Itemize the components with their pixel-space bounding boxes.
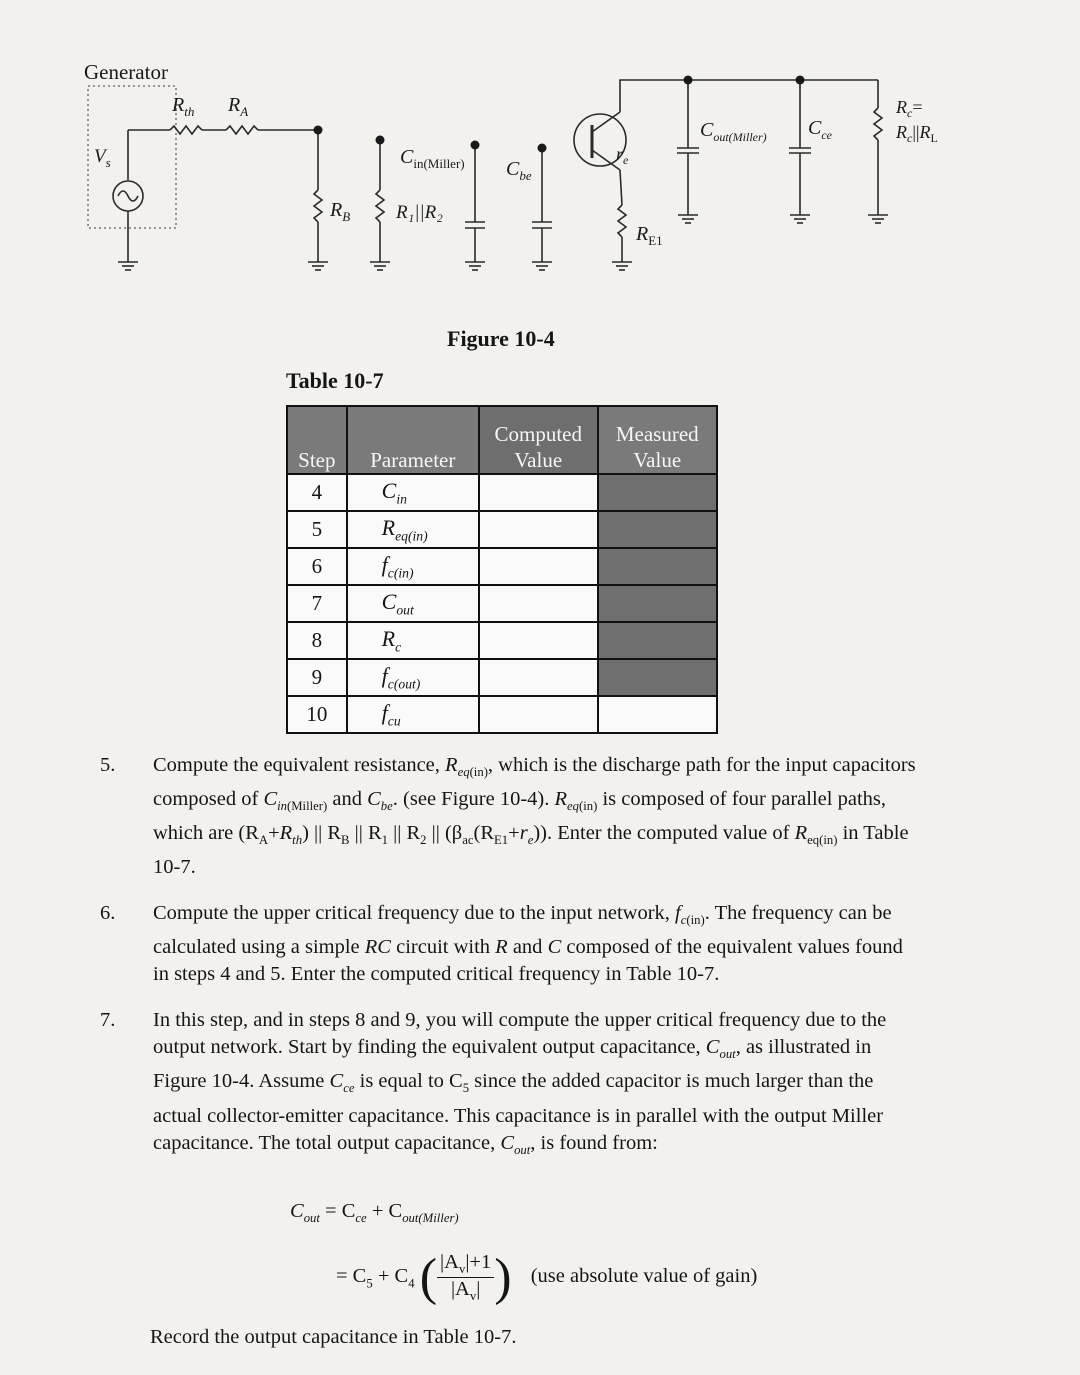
cce-label: C — [808, 117, 822, 139]
svg-text:Rth: $R_{th}$ — [172, 94, 195, 119]
table-row — [287, 548, 717, 585]
ground-icon — [465, 262, 485, 270]
step-7: 7. In this step, and in steps 8 and 9, you will compute the upper critical frequency due to the output network. Start by finding the equivalent output capacitance, $C_{out}$, as illustrated in Figure 10-4. Assume $C_{ce}$ is equal to $C_5$ since the added capacitor is much larger than the actual collector-emitter capacitance. This capacitance is in parallel with the output Miller capacitance. The total output capacitance, $C_{out}$, is found from: — [100, 1009, 887, 1157]
closing-text: Record the output capacitance in Table 10-7. — [150, 1326, 517, 1348]
node-dot — [796, 76, 805, 85]
header-measured: Measured Value — [598, 406, 717, 474]
cell-step: 6 — [287, 548, 347, 585]
cell-measured[interactable] — [598, 696, 717, 733]
gain-fraction: $\frac{|A_v|+1}{|A_v|}$ — [437, 1251, 494, 1304]
svg-text:Rc=: $R_c=$ — [896, 97, 923, 120]
header-computed: Computed Value — [479, 406, 598, 474]
rcrl-label: R — [896, 122, 907, 142]
equation-line-1: $C_{out} = C_{ce} + C_{out(Miller)}$ — [290, 1200, 459, 1226]
table-row — [287, 511, 717, 548]
cell-parameter: $R_c$ — [347, 622, 479, 659]
cell-measured — [598, 548, 717, 585]
cell-computed[interactable] — [479, 585, 598, 622]
node-dot — [314, 126, 323, 135]
resistor-rth — [170, 126, 202, 134]
resistor-rb — [314, 190, 322, 222]
cell-measured — [598, 622, 717, 659]
cell-parameter: $f_{cu}$ — [347, 696, 479, 733]
resistor-rc — [874, 108, 882, 140]
table-row — [287, 585, 717, 622]
ground-icon — [370, 262, 390, 270]
circuit-diagram — [0, 0, 1080, 300]
cell-step: 4 — [287, 474, 347, 511]
svg-text:Cbe: $C_{be}$ — [506, 158, 532, 183]
cell-step: 5 — [287, 511, 347, 548]
cbe-label: C — [506, 158, 520, 180]
resistor-re1 — [618, 205, 626, 237]
node-dot — [538, 144, 547, 153]
node-dot — [471, 141, 480, 150]
cell-measured — [598, 474, 717, 511]
procedure-steps — [100, 752, 920, 1164]
svg-text:RE1: $R_{E1}$ — [636, 223, 663, 248]
table-10-7 — [286, 405, 718, 734]
step-6: 6. Compute the upper critical frequency due to the input network, $f_{c(in)}$. The frequency can be calculated using a simple RC circuit with R and C composed of the equivalent values found in steps 4 and 5. Enter the computed critical frequency in Table 10-7. — [100, 902, 903, 986]
cell-computed[interactable] — [479, 548, 598, 585]
svg-text:Cin(Miller): $C_{in(Miller)}$ — [400, 146, 465, 171]
figure-title: Figure 10-4 — [447, 326, 555, 351]
cell-measured — [598, 585, 717, 622]
cell-computed[interactable] — [479, 696, 598, 733]
ground-icon — [868, 215, 888, 223]
ground-icon — [308, 262, 328, 270]
cell-step: 7 — [287, 585, 347, 622]
cell-parameter: $C_{out}$ — [347, 585, 479, 622]
equation-note: (use absolute value of gain) — [530, 1265, 758, 1288]
equation-line-2: = $C_5 + C_4$ ( $\frac{|A_v|+1}{|A_v|}$ ) (use absolute value of gain) — [336, 1249, 758, 1306]
rth-label: R — [172, 94, 185, 116]
svg-text:RB: $R_B$ — [330, 199, 351, 224]
cell-computed[interactable] — [479, 659, 598, 696]
cell-parameter: $f_{c(out)}$ — [347, 659, 479, 696]
cell-measured — [598, 511, 717, 548]
cell-computed[interactable] — [479, 622, 598, 659]
svg-text:RA: $R_A$ — [228, 94, 249, 119]
cin-label: C — [400, 146, 414, 168]
header-parameter: Parameter — [347, 406, 479, 474]
ground-icon — [678, 215, 698, 223]
cell-parameter: $f_{c(in)}$ — [347, 548, 479, 585]
ra-label: R — [228, 94, 241, 116]
node-dot — [684, 76, 693, 85]
svg-text:re: $r_e$ — [616, 144, 629, 167]
cell-step: 9 — [287, 659, 347, 696]
cell-measured — [598, 659, 717, 696]
cell-step: 10 — [287, 696, 347, 733]
cell-computed[interactable] — [479, 511, 598, 548]
cout-miller-label: C — [700, 119, 714, 141]
table-row — [287, 474, 717, 511]
re-label: r — [616, 144, 624, 164]
svg-text:Rc||RL: $R_c||R_L$ — [896, 122, 938, 145]
step-5: 5. Compute the equivalent resistance, $R_{eq(in)}$, which is the discharge path for the input capacitors composed of $C_{in(Miller)}$ and $C_{be}$. (see Figure 10-4). $R_{eq(in)}$ is composed of four parallel paths, which are $(R_A+R_{th})$ || $R_B$ || $R_1$ || $R_2$ || $(\beta_{ac}(R_{E1}+r_e))$. Enter the computed value of $R_{eq(in)}$ in Table 10-7. — [100, 754, 916, 879]
ground-icon — [790, 215, 810, 223]
resistor-r1r2 — [376, 190, 384, 222]
ground-icon — [532, 262, 552, 270]
rb-label: R — [330, 199, 343, 221]
svg-text:Cout(Miller): $C_{out(Miller)}$ — [700, 119, 767, 144]
ground-symbols — [118, 215, 888, 270]
r1r2-label: R₁||R₂ — [396, 202, 443, 223]
node-dot — [376, 136, 385, 145]
table-row — [287, 659, 717, 696]
rc-label: R — [896, 97, 907, 117]
cell-parameter: $C_{in}$ — [347, 474, 479, 511]
ground-icon — [612, 262, 632, 270]
re1-label: R — [636, 223, 649, 245]
vs-label: V — [94, 146, 106, 167]
table-header-row — [287, 406, 717, 474]
table-title: Table 10-7 — [286, 368, 384, 393]
cell-computed[interactable] — [479, 474, 598, 511]
ground-icon — [118, 262, 138, 270]
header-step: Step — [287, 406, 347, 474]
resistor-ra — [226, 126, 258, 134]
cell-parameter: $R_{eq(in)}$ — [347, 511, 479, 548]
cell-step: 8 — [287, 622, 347, 659]
svg-text:Cce: $C_{ce}$ — [808, 117, 832, 142]
svg-text:Vs: $V_s$ — [94, 146, 111, 170]
generator-label: Generator — [84, 60, 168, 84]
table-row — [287, 696, 717, 733]
table-row — [287, 622, 717, 659]
